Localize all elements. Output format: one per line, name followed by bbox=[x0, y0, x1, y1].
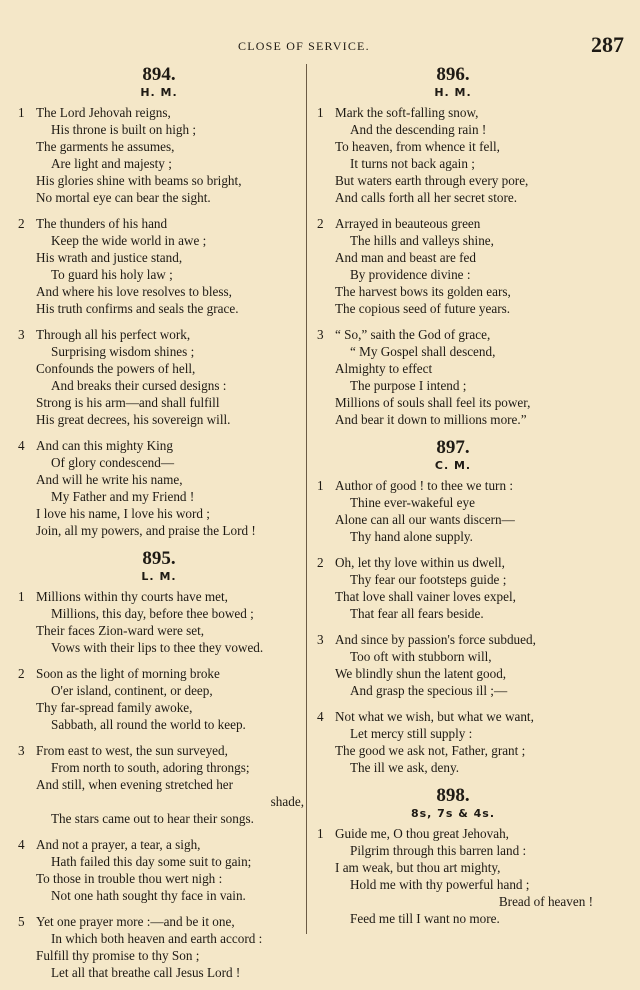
stanza bbox=[313, 104, 593, 206]
verse-line bbox=[14, 793, 304, 810]
verse-line bbox=[313, 138, 593, 155]
page-number: 287 bbox=[591, 32, 624, 57]
verse-text: Hath failed this day some suit to gain; bbox=[51, 854, 252, 869]
verse-text: Almighty to effect bbox=[335, 361, 433, 376]
verse-line bbox=[14, 639, 304, 656]
verse-line bbox=[14, 930, 304, 947]
hymn bbox=[14, 64, 304, 539]
verse-text: Sabbath, all round the world to keep. bbox=[51, 717, 246, 732]
hymn-number: 896. bbox=[436, 64, 470, 85]
verse-line bbox=[14, 360, 304, 377]
verse-line bbox=[14, 964, 304, 981]
verse-text: Arrayed in beauteous green bbox=[335, 216, 481, 231]
verse-text: The harvest bows its golden ears, bbox=[335, 284, 511, 299]
verse-text: And the descending rain ! bbox=[350, 122, 487, 137]
verse-line bbox=[14, 776, 304, 793]
verse-text: And calls forth all her secret store. bbox=[335, 190, 517, 205]
stanza-number: 3 bbox=[317, 327, 324, 342]
verse-text: Hold me with thy powerful hand ; bbox=[350, 877, 530, 892]
verse-line bbox=[313, 825, 593, 842]
verse-line bbox=[313, 494, 593, 511]
verse-text: Too oft with stubborn will, bbox=[350, 649, 492, 664]
verse-text: That fear all fears beside. bbox=[350, 606, 484, 621]
verse-text: I love his name, I love his word ; bbox=[36, 506, 210, 521]
verse-line bbox=[313, 360, 593, 377]
verse-line bbox=[313, 708, 593, 725]
verse-line bbox=[14, 947, 304, 964]
verse-text: Yet one prayer more :—and be it one, bbox=[36, 914, 235, 929]
verse-line bbox=[14, 716, 304, 733]
verse-text: Thy hand alone supply. bbox=[350, 529, 473, 544]
verse-text: Let mercy still supply : bbox=[350, 726, 473, 741]
verse-line bbox=[313, 215, 593, 232]
stanza bbox=[14, 588, 304, 656]
verse-line bbox=[14, 836, 304, 853]
verse-line bbox=[14, 300, 304, 317]
verse-line bbox=[313, 859, 593, 876]
hymn-number: 894. bbox=[142, 64, 176, 85]
verse-line bbox=[313, 528, 593, 545]
verse-text: O'er island, continent, or deep, bbox=[51, 683, 213, 698]
verse-text: The Lord Jehovah reigns, bbox=[36, 105, 171, 120]
verse-text: From east to west, the sun surveyed, bbox=[36, 743, 228, 758]
stanza-number: 5 bbox=[18, 914, 25, 929]
verse-text: My Father and my Friend ! bbox=[51, 489, 195, 504]
verse-line bbox=[313, 104, 593, 121]
verse-text: Are light and majesty ; bbox=[51, 156, 172, 171]
verse-line bbox=[14, 471, 304, 488]
verse-text: Confounds the powers of hell, bbox=[36, 361, 196, 376]
verse-text: And breaks their cursed designs : bbox=[51, 378, 227, 393]
verse-text: Through all his perfect work, bbox=[36, 327, 191, 342]
verse-line bbox=[313, 155, 593, 172]
verse-line bbox=[313, 876, 593, 893]
verse-line bbox=[313, 249, 593, 266]
stanza bbox=[313, 554, 593, 622]
verse-text: Keep the wide world in awe ; bbox=[51, 233, 207, 248]
verse-line bbox=[14, 155, 304, 172]
verse-text: And can this mighty King bbox=[36, 438, 173, 453]
hymn bbox=[14, 548, 304, 981]
verse-line bbox=[14, 742, 304, 759]
verse-line bbox=[14, 522, 304, 539]
verse-text: Oh, let thy love within us dwell, bbox=[335, 555, 505, 570]
verse-line bbox=[313, 648, 593, 665]
stanza bbox=[14, 665, 304, 733]
verse-text: The purpose I intend ; bbox=[350, 378, 467, 393]
stanza-number: 1 bbox=[18, 105, 25, 120]
verse-line bbox=[313, 283, 593, 300]
verse-text: Millions within thy courts have met, bbox=[36, 589, 228, 604]
stanza-number: 1 bbox=[317, 826, 324, 841]
verse-line bbox=[313, 343, 593, 360]
verse-line bbox=[14, 172, 304, 189]
verse-text: Thy far-spread family awoke, bbox=[36, 700, 193, 715]
hymn-meter: 8s, 7s & 4s. bbox=[410, 807, 496, 820]
verse-line bbox=[313, 910, 593, 927]
verse-line bbox=[313, 759, 593, 776]
hymn bbox=[313, 64, 593, 428]
verse-text: Feed me till I want no more. bbox=[350, 911, 500, 926]
verse-text: The ill we ask, deny. bbox=[350, 760, 460, 775]
verse-text: The garments he assumes, bbox=[36, 139, 175, 154]
verse-text: Alone can all our wants discern— bbox=[335, 512, 515, 527]
verse-line bbox=[14, 215, 304, 232]
verse-text: Let all that breathe call Jesus Lord ! bbox=[51, 965, 241, 980]
verse-text: And bear it down to millions more.” bbox=[335, 412, 527, 427]
verse-text: “ My Gospel shall descend, bbox=[350, 344, 496, 359]
verse-line bbox=[14, 588, 304, 605]
verse-text: No mortal eye can bear the sight. bbox=[36, 190, 211, 205]
hymn-number: 898. bbox=[436, 785, 470, 806]
verse-line bbox=[14, 232, 304, 249]
verse-text: It turns not back again ; bbox=[350, 156, 475, 171]
verse-text: Their faces Zion-ward were set, bbox=[36, 623, 205, 638]
verse-text: And man and beast are fed bbox=[335, 250, 476, 265]
verse-text: Millions of souls shall feel its power, bbox=[335, 395, 531, 410]
verse-text: Of glory condescend— bbox=[51, 455, 175, 470]
column-divider bbox=[306, 64, 307, 934]
stanza bbox=[313, 326, 593, 428]
verse-line bbox=[313, 665, 593, 682]
verse-text: His truth confirms and seals the grace. bbox=[36, 301, 239, 316]
verse-text: The thunders of his hand bbox=[36, 216, 168, 231]
verse-text: Pilgrim through this barren land : bbox=[350, 843, 527, 858]
verse-text: And where his love resolves to bless, bbox=[36, 284, 232, 299]
verse-text: Strong is his arm—and shall fulfill bbox=[36, 395, 220, 410]
stanza-number: 2 bbox=[18, 216, 25, 231]
verse-line bbox=[14, 665, 304, 682]
stanza-number: 1 bbox=[317, 105, 324, 120]
stanza-number: 1 bbox=[317, 478, 324, 493]
hymn bbox=[313, 785, 593, 927]
verse-line bbox=[14, 913, 304, 930]
verse-line bbox=[313, 300, 593, 317]
verse-line bbox=[14, 887, 304, 904]
stanza-number: 1 bbox=[18, 589, 25, 604]
verse-line bbox=[14, 377, 304, 394]
verse-text: The hills and valleys shine, bbox=[350, 233, 494, 248]
verse-text: The good we ask not, Father, grant ; bbox=[335, 743, 526, 758]
verse-line bbox=[313, 588, 593, 605]
verse-text: That love shall vainer loves expel, bbox=[335, 589, 516, 604]
stanza bbox=[313, 477, 593, 545]
verse-line bbox=[313, 411, 593, 428]
stanza bbox=[14, 913, 304, 981]
verse-text: And grasp the specious ill ;— bbox=[350, 683, 508, 698]
stanza-number: 2 bbox=[317, 555, 324, 570]
stanza bbox=[14, 742, 304, 827]
verse-text: His throne is built on high ; bbox=[51, 122, 197, 137]
verse-line bbox=[313, 571, 593, 588]
verse-line bbox=[14, 394, 304, 411]
verse-line bbox=[313, 893, 593, 910]
stanza bbox=[14, 326, 304, 428]
verse-text: His glories shine with beams so bright, bbox=[36, 173, 242, 188]
verse-line bbox=[313, 511, 593, 528]
verse-text: And still, when evening stretched her bbox=[36, 777, 234, 792]
stanza-number: 4 bbox=[18, 837, 25, 852]
verse-line bbox=[313, 682, 593, 699]
verse-line bbox=[14, 411, 304, 428]
stanza-number: 3 bbox=[18, 743, 25, 758]
verse-text: shade, bbox=[270, 794, 304, 809]
verse-text: Bread of heaven ! bbox=[498, 894, 593, 909]
stanza bbox=[313, 825, 593, 927]
verse-text: From north to south, adoring throngs; bbox=[51, 760, 250, 775]
verse-line bbox=[313, 121, 593, 138]
verse-line bbox=[14, 488, 304, 505]
verse-text: His great decrees, his sovereign will. bbox=[36, 412, 231, 427]
verse-text: Fulfill thy promise to thy Son ; bbox=[36, 948, 200, 963]
verse-line bbox=[14, 138, 304, 155]
verse-line bbox=[313, 631, 593, 648]
verse-line bbox=[313, 554, 593, 571]
verse-line bbox=[14, 266, 304, 283]
verse-text: Guide me, O thou great Jehovah, bbox=[335, 826, 509, 841]
verse-line bbox=[14, 249, 304, 266]
verse-line bbox=[313, 477, 593, 494]
verse-line bbox=[313, 189, 593, 206]
verse-text: We blindly shun the latent good, bbox=[335, 666, 507, 681]
verse-line bbox=[14, 682, 304, 699]
stanza-number: 3 bbox=[317, 632, 324, 647]
stanza bbox=[14, 215, 304, 317]
verse-line bbox=[14, 605, 304, 622]
section-title: CLOSE OF SERVICE. bbox=[238, 39, 370, 53]
stanza bbox=[14, 437, 304, 539]
verse-line bbox=[14, 810, 304, 827]
stanza bbox=[313, 631, 593, 699]
verse-line bbox=[14, 326, 304, 343]
verse-text: Author of good ! to thee we turn : bbox=[335, 478, 513, 493]
verse-text: Not one hath sought thy face in vain. bbox=[51, 888, 246, 903]
verse-text: In which both heaven and earth accord : bbox=[51, 931, 263, 946]
hymn-meter: L. M. bbox=[141, 570, 177, 583]
verse-line bbox=[313, 742, 593, 759]
verse-text: The stars came out to hear their songs. bbox=[51, 811, 254, 826]
verse-text: To those in trouble thou wert nigh : bbox=[36, 871, 223, 886]
running-header bbox=[0, 32, 640, 60]
verse-text: And since by passion's force subdued, bbox=[335, 632, 536, 647]
verse-line bbox=[313, 377, 593, 394]
verse-line bbox=[14, 189, 304, 206]
verse-text: His wrath and justice stand, bbox=[36, 250, 183, 265]
verse-line bbox=[14, 437, 304, 454]
verse-text: To heaven, from whence it fell, bbox=[335, 139, 500, 154]
verse-text: Not what we wish, but what we want, bbox=[335, 709, 534, 724]
hymn-number: 895. bbox=[142, 548, 176, 569]
verse-line bbox=[313, 725, 593, 742]
verse-line bbox=[313, 394, 593, 411]
verse-text: Thy fear our footsteps guide ; bbox=[350, 572, 507, 587]
hymn-meter: H. M. bbox=[434, 86, 472, 99]
verse-text: And will he write his name, bbox=[36, 472, 183, 487]
verse-text: Thine ever-wakeful eye bbox=[350, 495, 475, 510]
hymn-meter: C. M. bbox=[434, 459, 472, 472]
verse-text: But waters earth through every pore, bbox=[335, 173, 529, 188]
hymn-number: 897. bbox=[436, 437, 470, 458]
stanza-number: 2 bbox=[18, 666, 25, 681]
verse-line bbox=[14, 454, 304, 471]
verse-line bbox=[313, 172, 593, 189]
verse-text: Join, all my powers, and praise the Lord ! bbox=[36, 523, 256, 538]
verse-text: By providence divine : bbox=[350, 267, 471, 282]
verse-text: “ So,” saith the God of grace, bbox=[335, 327, 491, 342]
stanza-number: 4 bbox=[317, 709, 324, 724]
verse-line bbox=[14, 870, 304, 887]
verse-line bbox=[14, 622, 304, 639]
verse-text: Vows with their lips to thee they vowed. bbox=[51, 640, 264, 655]
stanza bbox=[14, 104, 304, 206]
verse-line bbox=[313, 266, 593, 283]
verse-line bbox=[14, 343, 304, 360]
verse-line bbox=[313, 605, 593, 622]
verse-text: The copious seed of future years. bbox=[335, 301, 511, 316]
verse-line bbox=[14, 699, 304, 716]
verse-line bbox=[313, 232, 593, 249]
verse-text: Surprising wisdom shines ; bbox=[51, 344, 195, 359]
verse-line bbox=[14, 505, 304, 522]
stanza bbox=[313, 215, 593, 317]
verse-line bbox=[313, 326, 593, 343]
hymn bbox=[313, 437, 593, 776]
verse-line bbox=[313, 842, 593, 859]
verse-text: And not a prayer, a tear, a sigh, bbox=[36, 837, 201, 852]
verse-line bbox=[14, 104, 304, 121]
verse-text: Mark the soft-falling snow, bbox=[335, 105, 479, 120]
verse-line bbox=[14, 853, 304, 870]
verse-line bbox=[14, 759, 304, 776]
verse-text: I am weak, but thou art mighty, bbox=[335, 860, 501, 875]
right-column bbox=[313, 60, 593, 936]
verse-text: To guard his holy law ; bbox=[51, 267, 173, 282]
stanza bbox=[14, 836, 304, 904]
stanza-number: 2 bbox=[317, 216, 324, 231]
verse-line bbox=[14, 121, 304, 138]
verse-text: Millions, this day, before thee bowed ; bbox=[51, 606, 254, 621]
verse-text: Soon as the light of morning broke bbox=[36, 666, 220, 681]
hymn-meter: H. M. bbox=[140, 86, 178, 99]
stanza-number: 3 bbox=[18, 327, 25, 342]
verse-line bbox=[14, 283, 304, 300]
stanza bbox=[313, 708, 593, 776]
stanza-number: 4 bbox=[18, 438, 25, 453]
left-column bbox=[14, 60, 304, 990]
